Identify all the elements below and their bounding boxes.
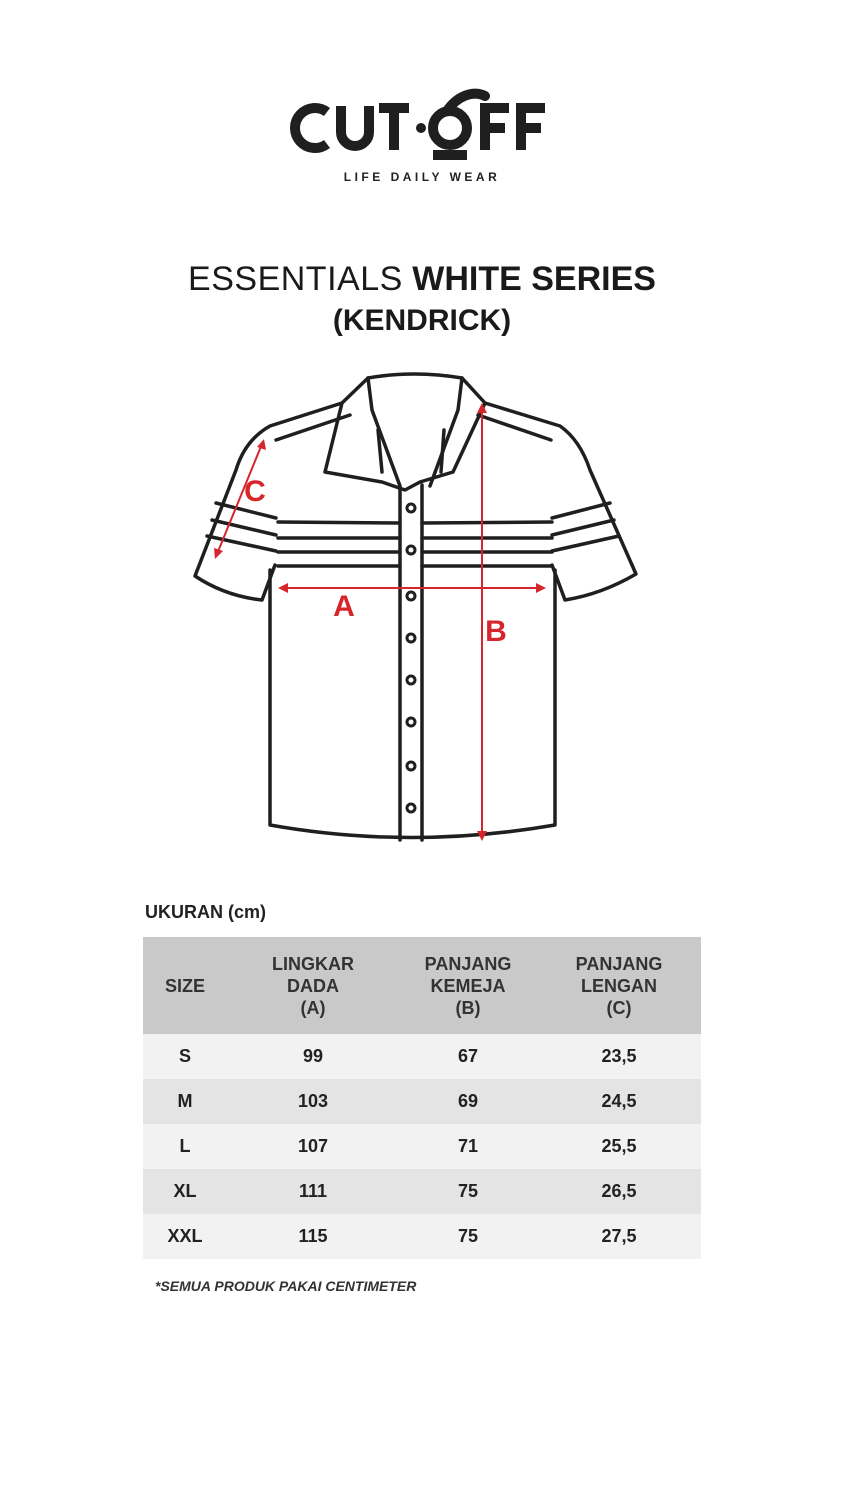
cell-chest: 111 (227, 1169, 399, 1214)
cell-length: 75 (399, 1214, 537, 1259)
cell-sleeve: 23,5 (537, 1034, 701, 1079)
shirt-right-sleeve (485, 403, 636, 600)
cell-length: 67 (399, 1034, 537, 1079)
table-row (143, 1124, 701, 1169)
shirt-placket (400, 485, 422, 840)
cutoff-logo-icon (287, 88, 557, 168)
table-row (143, 1079, 701, 1124)
cell-sleeve: 24,5 (537, 1079, 701, 1124)
cell-length: 75 (399, 1169, 537, 1214)
title-series-bold: WHITE SERIES (412, 260, 656, 298)
shirt-body-outline (270, 570, 555, 838)
label-b: B (485, 615, 507, 648)
cell-sleeve: 27,5 (537, 1214, 701, 1259)
header-length: PANJANG KEMEJA (B) (399, 937, 537, 1034)
product-title (0, 258, 844, 300)
cell-size: S (143, 1034, 227, 1079)
table-header-row (143, 937, 701, 1034)
cell-length: 71 (399, 1124, 537, 1169)
cell-chest: 107 (227, 1124, 399, 1169)
cell-chest: 115 (227, 1214, 399, 1259)
cell-chest: 103 (227, 1079, 399, 1124)
cell-size: M (143, 1079, 227, 1124)
units-label: UKURAN (cm) (145, 902, 266, 922)
brand-logo (0, 88, 844, 168)
size-chart-table (143, 937, 701, 1259)
cell-sleeve: 25,5 (537, 1124, 701, 1169)
header-sleeve: PANJANG LENGAN (C) (537, 937, 701, 1034)
table-row (143, 1169, 701, 1214)
product-subtitle: (KENDRICK) (332, 304, 512, 337)
cell-sleeve: 26,5 (537, 1169, 701, 1214)
footnote: *SEMUA PRODUK PAKAI CENTIMETER (155, 1278, 417, 1294)
label-a: A (333, 590, 355, 623)
shirt-measurement-diagram (0, 360, 844, 860)
header-size: SIZE (143, 937, 227, 1034)
shirt-buttons (407, 504, 415, 812)
cell-chest: 99 (227, 1034, 399, 1079)
cell-size: XXL (143, 1214, 227, 1259)
brand-tagline: LIFE DAILY WEAR (343, 170, 501, 184)
label-c: C (244, 475, 266, 508)
chest-stripes (278, 522, 552, 566)
cell-size: XL (143, 1169, 227, 1214)
title-series-light: ESSENTIALS (188, 260, 403, 298)
header-chest: LINGKAR DADA (A) (227, 937, 399, 1034)
table-row (143, 1214, 701, 1259)
cell-size: L (143, 1124, 227, 1169)
table-row (143, 1034, 701, 1079)
cell-length: 69 (399, 1079, 537, 1124)
